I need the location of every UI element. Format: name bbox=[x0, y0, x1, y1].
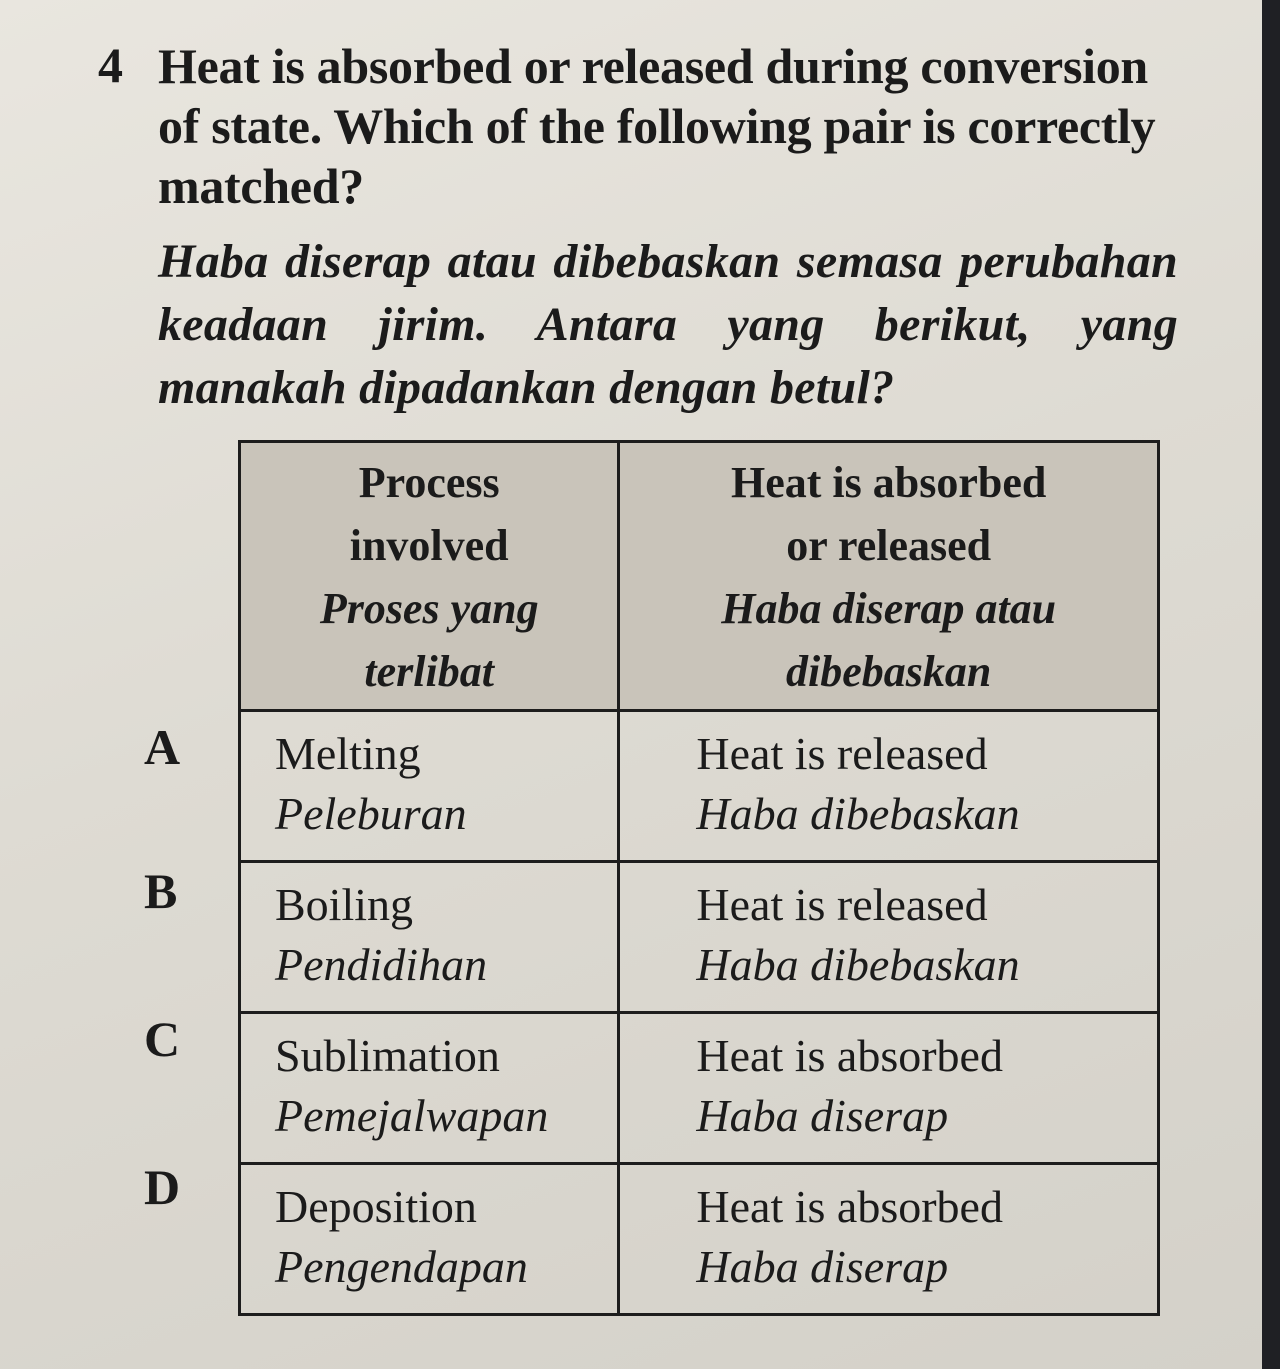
process-en: Sublimation bbox=[275, 1030, 500, 1081]
question-text-english: Heat is absorbed or released during conversion of state. Which of the following pair is correctly matched? bbox=[158, 38, 1156, 214]
heat-ms: Haba diserap bbox=[696, 1241, 949, 1292]
heat-cell bbox=[619, 862, 1159, 1013]
option-letter-a: A bbox=[144, 719, 181, 775]
option-letter-d: D bbox=[144, 1159, 181, 1215]
heat-ms: Haba dibebaskan bbox=[696, 939, 1020, 990]
table-row-c bbox=[240, 1013, 1159, 1164]
answer-options-table bbox=[238, 440, 1160, 1316]
header-process-ms-2: terlibat bbox=[364, 647, 494, 696]
heat-ms: Haba diserap bbox=[696, 1090, 949, 1141]
header-heat-en-2: or released bbox=[786, 521, 992, 570]
process-cell bbox=[240, 862, 619, 1013]
header-process-ms-1: Proses yang bbox=[319, 584, 539, 633]
header-heat bbox=[619, 442, 1159, 711]
table-row-d bbox=[240, 1164, 1159, 1315]
table-row-a bbox=[240, 711, 1159, 862]
heat-cell bbox=[619, 1013, 1159, 1164]
heat-cell bbox=[619, 1164, 1159, 1315]
heat-en: Heat is absorbed bbox=[696, 1181, 1003, 1232]
process-ms: Pemejalwapan bbox=[275, 1090, 549, 1141]
header-process-en-2: involved bbox=[349, 521, 509, 570]
header-process-en-1: Process bbox=[358, 458, 500, 507]
table-row-b bbox=[240, 862, 1159, 1013]
table-header-row bbox=[240, 442, 1159, 711]
heat-en: Heat is released bbox=[696, 879, 988, 930]
heat-en: Heat is absorbed bbox=[696, 1030, 1003, 1081]
process-ms: Pendidihan bbox=[275, 939, 488, 990]
process-cell bbox=[240, 1013, 619, 1164]
question-number: 4 bbox=[98, 37, 123, 93]
heat-en: Heat is released bbox=[696, 728, 988, 779]
process-ms: Peleburan bbox=[275, 788, 467, 839]
heat-cell bbox=[619, 711, 1159, 862]
question-text-malay: Haba diserap atau dibebaskan semasa perubahan keadaan jirim. Antara yang berikut, yang manakah dipadankan dengan betul? bbox=[158, 235, 1178, 414]
process-en: Melting bbox=[275, 728, 421, 779]
option-letter-b: B bbox=[144, 863, 178, 919]
process-en: Deposition bbox=[275, 1181, 477, 1232]
process-ms: Pengendapan bbox=[275, 1241, 528, 1292]
header-process bbox=[240, 442, 619, 711]
heat-ms: Haba dibebaskan bbox=[696, 788, 1020, 839]
header-heat-ms-1: Haba diserap atau bbox=[721, 584, 1057, 633]
process-cell bbox=[240, 711, 619, 862]
process-en: Boiling bbox=[275, 879, 414, 930]
process-cell bbox=[240, 1164, 619, 1315]
header-heat-en-1: Heat is absorbed bbox=[731, 458, 1047, 507]
header-heat-ms-2: dibebaskan bbox=[786, 647, 992, 696]
dark-background-edge bbox=[1262, 0, 1280, 1369]
option-letter-c: C bbox=[144, 1011, 181, 1067]
